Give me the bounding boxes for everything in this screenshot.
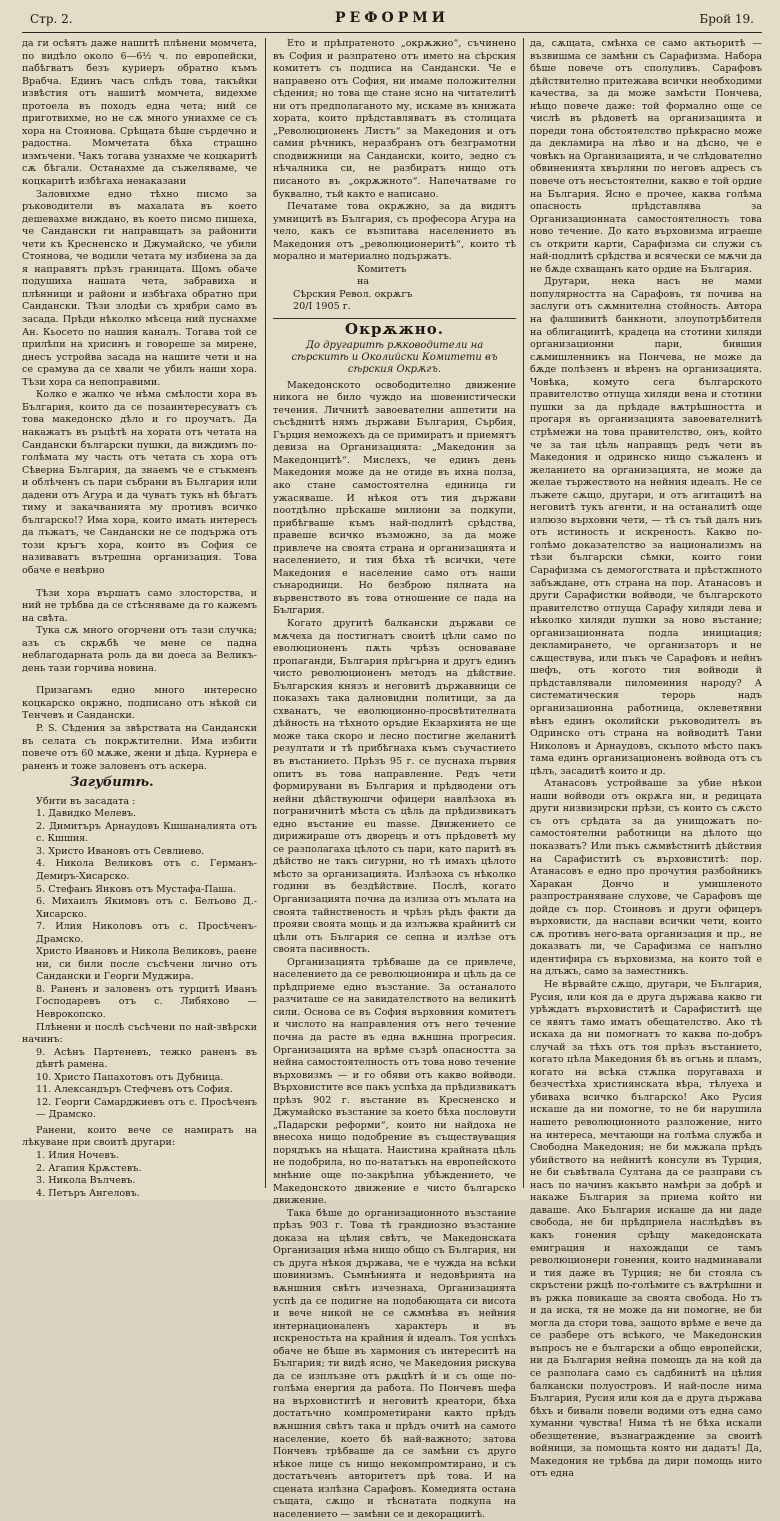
paragraph: да ги осѣятъ даже нашитѣ плѣнени момчета, по видѣло около 6—6½ ч. по европейски, пабѣгватъ безъ куриеръ обратно къмъ Врабча. Единъ часъ слѣдъ това, такъйки извѣстия отъ нашитѣ момчета, видехме протоела въ походъ една чета; ний се приготвихме, но не сѫ многo униахме се съ хора на Стоянова. Срѣщата бѣше сърдечно и радостна. Момчетата бѣха страшно измъчени. Чакъ тогава узнахме че коцкаритѣ сѫ бѣгали. Останахме да съжеляваме, че коцкаритѣ избѣгаха ненаказани (22, 38, 257, 188)
list-item: 3. Никола Вълчевъ. (36, 1175, 136, 1187)
column-divider (523, 38, 524, 1188)
column-divider (265, 38, 266, 1188)
article-subtitle: До другаритѣ рѫководители на сѣрскитѣ и Околийски Комитети въ сѣрския Окрѫгъ. (291, 339, 498, 375)
casualty-list (22, 796, 257, 1201)
paragraph: Организацията трѣбваше да се привлече, населението да се революционира и цѣль да се прѣдприеме едно възстание. За останалото разчиташе се на завидателството на великитѣ сили. Основа се въ София върховния комитетъ и числото на направления отъ него течение почна да расте въ една вѫншна прогресия. Организацията на врѣме съзрѣ опасността за нейна самостоятелность отъ това ново течение върховизмъ — и го обяви отъ какво войводи. Върховистите все пакъ успѣха да прѣдизвикатъ прѣзъ 902 г. въстание въ Кресненско и Джумайско възстание за което бѣха пословути „Падарски реформи“, които ни найдоха не внесоха нищо подобрение въ съществуващия порядъкъ на нѣщата. Наистина крайната цѣль не подобрила, но по-нататъкъ на европейското мнѣние още по-закрѣпна убѣждението, че Македонското движение е чисто българско движение. (273, 956, 516, 1207)
paragraph: Атанасовъ устройваше за убие нѣкои наши войводи отъ окрѫга ни, и редицата други низвизирски прѣзи, съ които съ сѫсто съ отъ срѣдата за да унищожатъ по-самостоятелни работници на дѣлото що показватъ? Или пъкъ сѫмвѣстнитѣ дѣйствия на Сарафиститѣ съ върховиститѣ: пор. Атанасовъ е едно про прочутия разбойникъ Харакан Дончо и умишленото разпространяване слухове, че Сарафовъ ще дойде съ пор. Стоиновъ и други офицеръ върховисти, да наспави всички чети, които сѫ противъ него-вата организация и пр., не доказватъ ли, че Сарафизма се напълно идентифира съ върховизма, на които той е на длъжъ, само за заместникъ. (530, 778, 762, 978)
list-item: 1. Давидко Мелевъ. (36, 808, 137, 820)
list-item: 11. Александъръ Стефчевъ отъ София. (36, 1084, 233, 1096)
page-header (22, 10, 762, 33)
paragraph: Призагамъ едно много интересно коцкарско окржно, подписано отъ нѣкой си Тенчевъ и Сандански. (22, 685, 257, 722)
column-2 (273, 38, 516, 1520)
signature-line: Комитетъ (357, 263, 407, 275)
paragraph: Заловихме едно тѣхно писмо за ръководители въ махалата въ което дешевахме виждано, въ което писмо пишеха, че Сандански ги направщатъ за районити чети къ Кресненско и Джумайско, че убили Стоянова, че водили четата му избиена за да я направятъ прѣзъ границата. Щомъ обаче подушиха нашата чета, забравиха и плѣнници и райони и избѣгаха обратно при Сандански. Тѣзи злодѣи съ хрябри само въ засада. Прѣди нѣколко мѣсеца ний пуснахме Ан. Кьосето по нашия каналъ. Тогава той се прилѣпи на хрисинъ и говореше за мирене, днесъ устройва засада на нашите чети и на се срамува да се хвали че убилъ наши хора. Тѣзи хора са непоправими. (22, 188, 257, 388)
list-item: Христо Ивановъ и Никола Великовъ, раенe ни, си били после съсѣчени лично отъ Сандански и Георги Муджира. (36, 946, 257, 983)
column-3 (530, 38, 762, 1480)
issue-number: Брой 19. (699, 12, 754, 26)
article-title: Окрѫжно. (345, 320, 444, 339)
list-item: 2. Димитъръ Арнаудовъ Кшшаналията отъ с. Кшшия. (36, 820, 257, 845)
list-item: 12. Георги Самарджиевъ отъ с. Просѣченъ — Драмско. (36, 1096, 257, 1121)
paragraph: Така бѣше до организационното възстание прѣзъ 903 г. Това тѣ грандиозно възстание доказа на цѣлия свѣтъ, че Македонската Организация нѣма нищо общо съ България, ни съ друга нѣкоя държава, че е чужда на всѣки шовинизмъ. Съмнѣнията и недовѣрията на вѫншния свѣтъ изчезнаха, Организацията успѣ да се подигне на подобающата си висота и вече никой не се сѫмнѣва въ нейния интернационаленъ характеръ и въ искреностьта на крайния ѝ идеалъ. Тоя успѣхъ обаче не бѣше въ хармония съ интереситѣ на България; ти видѣ ясно, че Македония рискува да се изплъзне отъ рѫцѣтѣ ѝ и съ още по-голѣма енергия да работа. По Пончевъ шефа на върховиститѣ и неговитѣ креатори, бѣха достатъчно компрометирани както прѣдъ вѫншния свѣтъ така и прѣдъ очитѣ на самото население, което бѣ най-важното; затова Пончевъ трѣбваше да се замѣни съ друго нѣкое лице съ нищо некомпромтирано, и съ достатъченъ авторитетъ прѣ това. И на сцената излѣзна Сарафовъ. Комедията остана същата, сѫщо и тѣснатата подкупа на населението — замѣни се и декорациитѣ. (273, 1207, 516, 1520)
page-number: Стр. 2. (30, 12, 73, 26)
list-item: Убити въ засадата : (36, 795, 136, 807)
list-item: 6. Михаилъ Якимовъ отъ с. Белъово Д.-Хисарско. (36, 896, 257, 920)
list-item: 9. Асѣнъ Партеневъ, тежко раненъ въ дѣвтѣ рамена. (36, 1046, 257, 1071)
paragraph: да, сѫщата, смѣнха се само актьоритѣ — възвишма се замѣни съ Сарафизма. Набора бѣше повече отъ сполуливъ. Сарафовъ дѣйствително притежава всички необходими качества, за да може замѣсти Пончева, нѣщо повече даже: той формално още се числѣ въ рѣдоветѣ на организацията и пореди тона обстоятелство прѣкрасно може да декламира на лѣво и на дѣсно, че е човѣкъ на Организацията, и че слѣдователно обвиненията хвърляни по неговъ адресъ съ повече отъ несъстоятелни, какво е той ордие на България. Ясно е прочее, каква голѣма опасность прѣдставлява за Организационната самостоятелность това ново течение. До като върховизма играеше съ открити карти, Сарафизма си служи съ най-подлитѣ срѣдства и всячески се мѫчи да не бѫде схващанъ като ордие на България. (530, 38, 762, 275)
list-item: 4. Никола Великовъ отъ с. Германъ-Демиръ-Хисарско. (36, 858, 257, 882)
paragraph: Тѣзи хора вършатъ само злосторства, и ний не трѣбва да се стѣсняваме да го кажемъ на свѣта. (22, 587, 257, 624)
list-item: 7. Илия Николовъ отъ с. Просѣченъ-Драмско. (36, 921, 257, 945)
column-1 (22, 38, 257, 1199)
list-item: 1. Илия Ночевъ. (36, 1150, 119, 1162)
newspaper-name: РЕФОРМИ (335, 10, 449, 26)
paragraph: Когато другитѣ балкански държави се мѫчеха да постигнатъ своитѣ цѣли само по еволюционенъ пѫть чрѣзъ основаване пропаганди, България прѣгърна и другъ единъ чисто революционенъ методъ на дѣйствие. Българския князъ и неговитѣ държавници се показахъ така далновидни политици, за да схванатъ, че еволюционно-просвѣтителната дѣйность на тѣхното оръдие Екзархията не ще може така скоро и лесно постигне желанитѣ резултати и тѣ прибѣгнаха къмъ съучастието въ въстанието. Прѣзъ 95 г. се пуснаха първия опитъ въ това направление. Редъ чети формирувани въ България и прѣдводени отъ нейни дѣйствуюшчи офицери навлѣзоха въ пограничнитѣ мѣста съ цѣль да прѣдизвикатъ едно въстание eu masse. Движението се дирижираше отъ дворецъ и отъ прѣдоветѣ му се разполагаха цѣлото съ пари, като паритѣ въ дѣйство не такъ сигурни, но тѣ имахъ цѣлото мѣсто за организацията. Излѣзоха съ нѣколко години въ бездѣйствие. Послѣ, когато Организацията почна да излиза отъ мълата на своята тайнственость и чрѣзъ рѣдъ факти да прояви своята мощь и да излъжва крайнитѣ си цѣли отъ България се сепна и излѣзе отъ своята пасивность. (273, 617, 516, 956)
list-item: 10. Христо Папахотовъ отъ Дубница. (36, 1071, 224, 1083)
list-item: 8. Раненъ и заловенъ отъ турцитѣ Иванъ Господаревъ отъ с. Либяхово — Неврокопско. (36, 983, 257, 1021)
postscript: P. S. Сѣдения за звѣрствата на Сандански въ селата съ покрѫтителни. Има избити повече отъ 60 мѫже, жени и дѣца. Курнера е раненъ и тоже заловенъ отъ аскера. (22, 722, 257, 772)
signature-date: 20/I 1905 г. (293, 301, 351, 313)
editorial-intro: Печатаме това окрѫжно, за да видятъ умницитѣ въ България, съ професора Агура на чело, какъ се възпитава населението въ Македония отъ „революционеритѣ“, които тѣ морално и материално подържатъ. (273, 201, 516, 263)
paragraph: Македонското освободително движение никога не било чуждо на шовенистически течения. Личнитѣ завоевателни аппетити на съсѣднитѣ нямъ държави България, Сърбия, Гърция неможехъ да се примиратъ и приемятъ девиза на Организацията: „Македония за Македонцитѣ“. Мислехъ, че единъ день Македония може да не отиде въ ихна полза, ако стане самостоятелна единица ги ужасяваше. И нѣкоя отъ тия държави поотдѣлно прѣскаше милиони за подкупи, прибѣгваше къмъ най-подлитѣ срѣдства, правеше всичко възможно, за да може привлече на своята страна и организацията и населението, и тия бѣха тѣ всички, чете Македония е население само отъ наши сънародници. Но безброю пялната на вървенството въ това отношение се пада на България. (273, 379, 516, 617)
signature-line: на (357, 276, 370, 288)
list-item: 4. Петъръ Ангеловъ. (36, 1187, 140, 1199)
list-item: Ранени, които вече се намиратъ на лѣкуване при своитѣ другари: (22, 1124, 257, 1149)
paragraph: Другари, нека насъ не мами популярността на Сарафовъ, тя почива на заслуги отъ сѫмнителна стойность. Автора на фалшивитѣ банкноти, злоупотрѣбителя на облигациитѣ, крадеца на стотини хиляди организационни пари, бившия сѫмишленникъ на Пончева, не може да бѫде полѣзенъ и вѣренъ на организацията. Човѣка, комуто сега българското правителство отпуща хиляди вена и стотини пушки за да прѣдаде вѫтрѣшността и прогаря въ организацията завоевателнитѣ стрѣмежи на това правителство, онъ, който че за тая цѣль направщъ редъ чети въ Македония и одринско нищо съжаленъ и желанието на организацията, не може да желае тържеството на нейния идеалъ. Не се лъжете сѫщо, другари, и отъ агитацитѣ на неговитѣ тукъ агенти, и на останалитѣ още излюзо върховни чети, — тѣ съ тъй далъ ниъ отъ истиность и искреность. Какво по-голѣмо доказателство за национализмъ на тѣзи български сѣмки, които гони Сарафизма съ демогогствата и прѣстжпното забъждане, отъ страна на пор. Атанасовъ и други Сарафистки войводи, че българското правителство отпуща Сарафу хиляди лева и нѣколко хиляди пушки за ново въстание; организационната подла инициация; декламирането, че организаторъ и не сѫществува, или пъкъ че Сарафовъ и нейнъ шефъ, отъ когото тия войводи й прѣдставлявали пиломенния народу? А систематическия терорь надъ организационна работница, оклеветявни вѣнъ единъ околийски ръководителъ въ Одринско отъ страна на войводитѣ Тани Николовъ и Арнаудовъ, скъпото мѣсто пакъ тама единъ организационенъ войвода отъ съ цѣлъ, засадитѣ които и др. (530, 276, 762, 777)
paragraph: Колко е жалко че нѣма смѣлости хора въ България, които да се позаинтересуватъ съ това македонско дѣло и го проучатъ. Да накажатъ въ ръцѣтѣ на хората отъ четата на Сандански български пушки, да виждимъ по-голѣмата му часть отъ четата съ хора отъ Сѣверна България, да знаемъ че е стъкменъ и облѣченъ съ пари събрани въ България или дадени отъ Агура и да чуватъ тукъ нѣ бѣгатъ тиму и закачванията му противъ всичко българско!? Има хора, които имать интересъ да лъжатъ, че Сандански не се подържа отъ този кръгъ хора, които въ София се називаватъ вътрешна организация. Това обаче е невѣрно (22, 389, 257, 576)
paragraph: Тука сѫ много огорчени отъ тази случка; азъ съ скрѫбѣ че мене се падна неблагодарната роль да ви доеса за Великъ-день тази горчива новина. (22, 625, 257, 674)
editorial-intro: Ето и прѣпратеното „окрѫжно“, съчинено въ София и разпратено отъ името на сѣрския комитетъ съ подписа на Сандански. Че е направено отъ София, ни имаме положителни сѣдения; но това ще стане ясно на читателитѣ ни отъ предполаганото му, искаме въ книжата хората, които прѣдставляватъ въ столицата „Революционенъ Листъ“ за Македония и отъ самия рѣчникъ, неразбранъ отъ безграмотни сподвижници на Сандански, които, зедно съ нѣчалника си, не разбиратъ нищо отъ писаното въ „окрѫжното“. Напечатваме го буквално, тъй както е написано. (273, 38, 516, 200)
list-item: 3. Христо Ивановъ отъ Севлиево. (36, 845, 205, 857)
signature-line: Сѣрския Револ. окрѫгъ (293, 288, 413, 300)
list-item: Плѣнени и послѣ съсѣчени по най-звѣрски начинъ: (22, 1021, 257, 1046)
section-title: Загубитѣ. (70, 775, 154, 791)
paragraph: Не вѣрвайте сѫщо, другари, че България, Русия, или коя да е друга държава какво ги урѣждатъ върховиститѣ и Сарафиститѣ ще се явятъ тамо иматъ обещателство. Ако тѣ искаха да ни помогнатъ то каква по-добръ случай за тѣхъ отъ тоя прѣзъ въстанието, когато цѣла Македония бѣ въ огънь и пламъ, когато на всѣка стѫпка поругаваха и безчестѣха християнската вѣра, тѣлуеха и убиваха всичко българско! Ако Русия искаше да ни помогне, то не би нарушила нашето революционното разложение, нито на интереса, мечтающи на голѣма служба и Свободна Македония; не би мѫжала прѣдъ убийството на нейнитѣ консули въ Турция, не би съвѣтвала Султана да се разправи съ насъ по начинъ какъвто намѣри за добрѣ и накаже България за приема който ни даваше. Ако България искаше да ни даде свобода, не би прѣдприела наслѣдѣвъ въ какъ гонения срѣщу македонската емиграция и нахождащи се тамъ революционери гонения, които надминавали и тия даже въ Турция; не би стояла съ скръстени ржцѣ по-голѣмите съ вѫтрѣшни и въ ржка повикаше за своята свобода. Но тъ и да иска, тя не може да ни помогне, не би могла да стори това, защото врѣме е вече да се разбере отъ всѣкого, че Македонския въпросъ не е български а общо европейски, ни да България нейна помощъ да на кой да се разполага само съ садбинитѣ на цѣлия балкански полуостровъ. И най-после нима България, Русия или коя да е друга държава бѣхъ и бивали повели водими отъ една само хуманни чувства! Нима тѣ не бѣха искали обезщетение, възнаграждение за своитѣ войници, за помощьта която ни дадатъ! Да, Македония не трѣбва да дири помощь нито отъ една (530, 979, 762, 1480)
list-item: 5. Стефанъ Янковъ отъ Мустафа-Паша. (36, 883, 237, 895)
list-item: 2. Агапия Крѫстевъ. (36, 1162, 142, 1174)
